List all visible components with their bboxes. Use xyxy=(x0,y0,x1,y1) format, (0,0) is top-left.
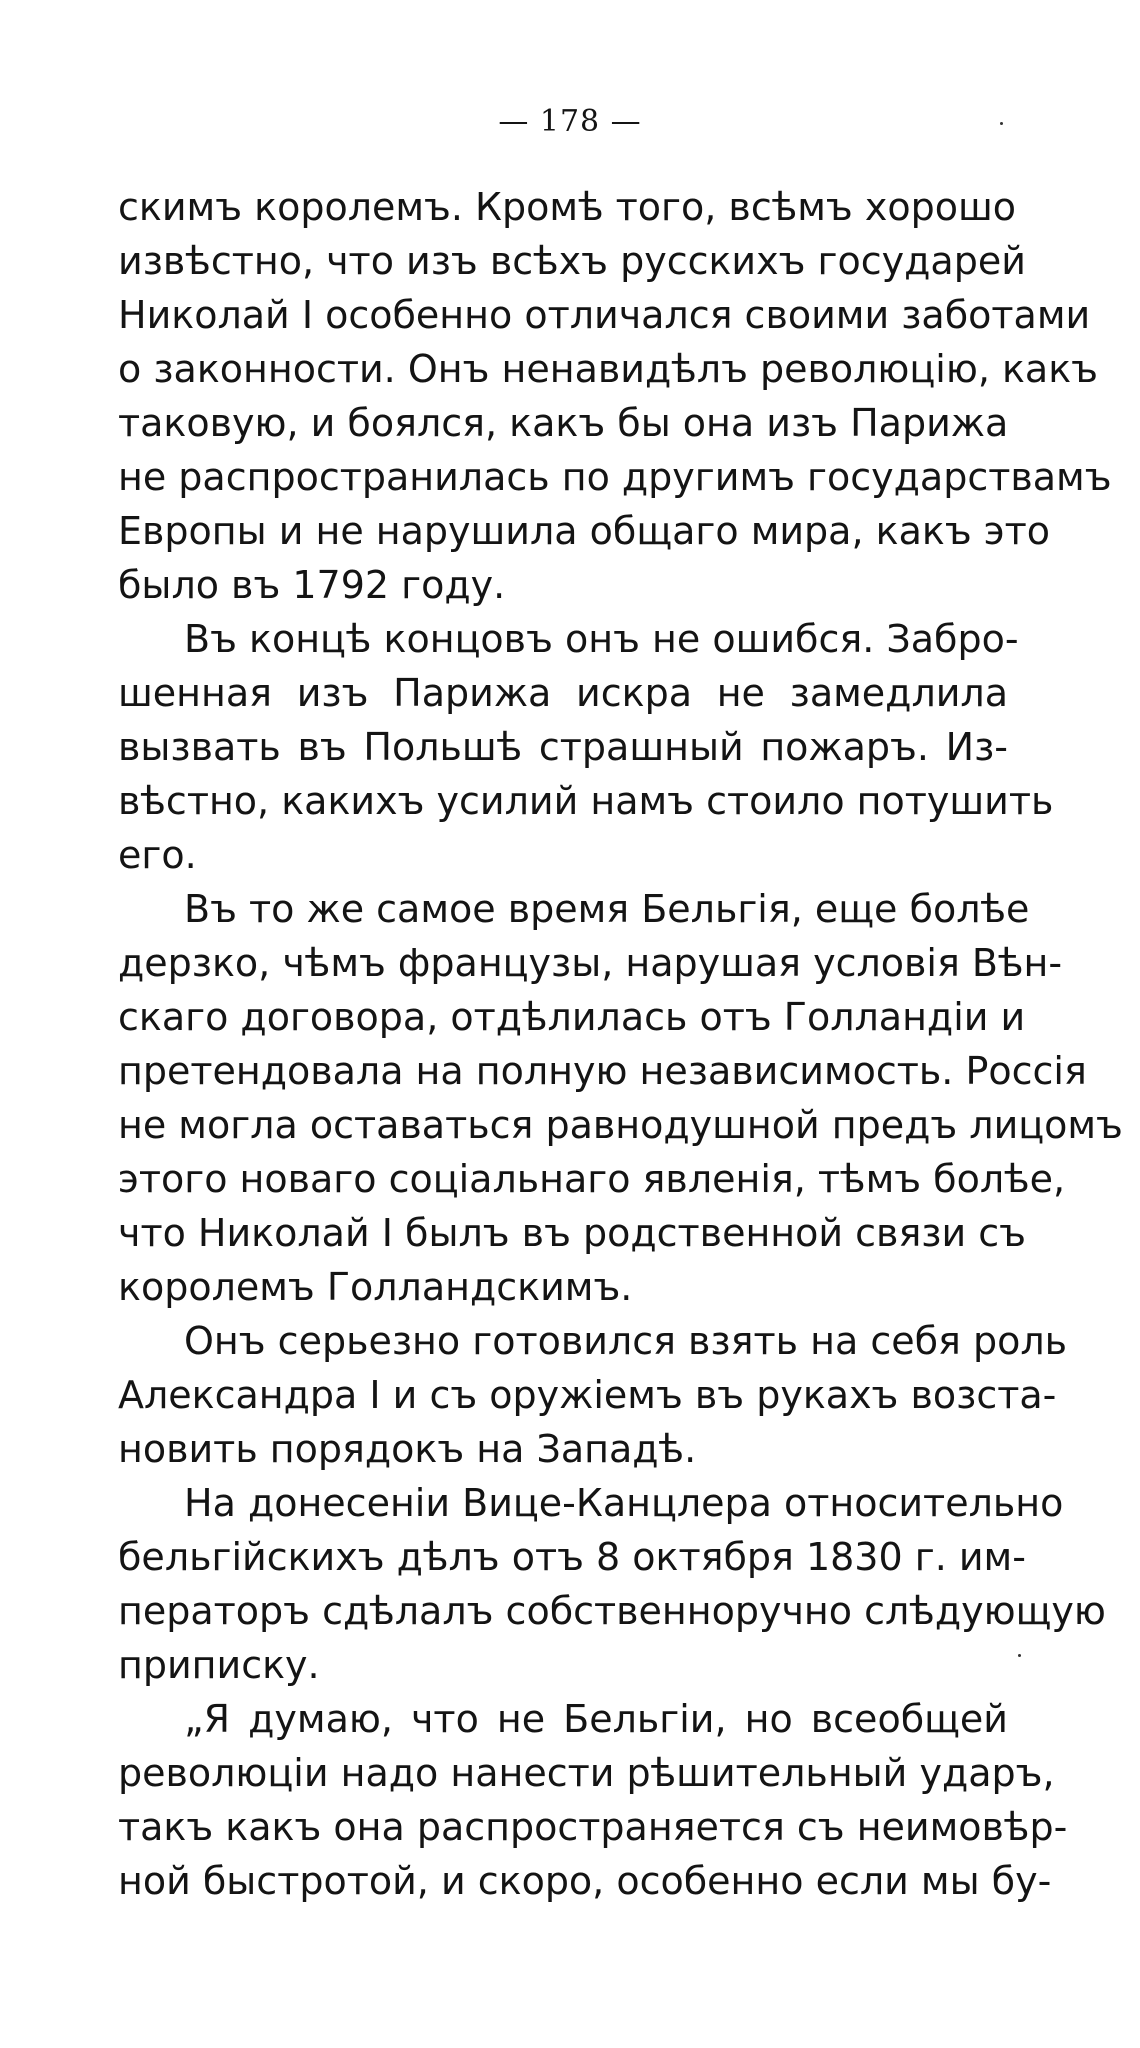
text-line: дерзко, чѣмъ французы, нарушая условія Вѣн- xyxy=(118,941,1063,985)
text-line: не могла оставаться равнодушной предъ лицомъ xyxy=(118,1103,1123,1147)
text-line: приписку. xyxy=(118,1643,320,1687)
text-line: его. xyxy=(118,833,197,877)
text-line: шенная изъ Парижа искра не замедлила xyxy=(118,671,1008,715)
text-line: не распространилась по другимъ государствамъ xyxy=(118,455,1112,499)
text-line: новить порядокъ на Западѣ. xyxy=(118,1427,697,1471)
text-line: о законности. Онъ ненавидѣлъ революцію, какъ xyxy=(118,347,1099,391)
text-line: вѣстно, какихъ усилий намъ стоило потушить xyxy=(118,779,1054,823)
text-line: такъ какъ она распространяется съ неимовѣр- xyxy=(118,1805,1068,1849)
text-line: революціи надо нанести рѣшительный ударъ, xyxy=(118,1751,1055,1795)
text-line: бельгійскихъ дѣлъ отъ 8 октября 1830 г. им- xyxy=(118,1535,1026,1579)
text-line: что Николай I былъ въ родственной связи съ xyxy=(118,1211,1027,1255)
text-line: скаго договора, отдѣлилась отъ Голландіи и xyxy=(118,995,1026,1039)
text-line: На донесеніи Вице-Канцлера относительно xyxy=(184,1481,1064,1525)
text-line: королемъ Голландскимъ. xyxy=(118,1265,633,1309)
body-text xyxy=(118,180,1123,1908)
text-line: „Я думаю, что не Бельгіи, но всеобщей xyxy=(184,1697,1008,1741)
text-line: вызвать въ Польшѣ страшный пожаръ. Из- xyxy=(118,725,1008,769)
text-line: скимъ королемъ. Кромѣ того, всѣмъ хорошо xyxy=(118,185,1016,229)
print-speck xyxy=(1000,122,1003,125)
text-line: Въ концѣ концовъ онъ не ошибся. Забро- xyxy=(184,617,1019,661)
text-line: Николай I особенно отличался своими заботами xyxy=(118,293,1091,337)
text-line: Въ то же самое время Бельгія, еще болѣе xyxy=(184,887,1030,931)
text-line: Александра I и съ оружіемъ въ рукахъ возста- xyxy=(118,1373,1057,1417)
text-line: претендовала на полную независимость. Россія xyxy=(118,1049,1087,1093)
text-line: было въ 1792 году. xyxy=(118,563,506,607)
text-line: Онъ серьезно готовился взять на себя роль xyxy=(184,1319,1068,1363)
text-line: ператоръ сдѣлалъ собственноручно слѣдующую xyxy=(118,1589,1106,1633)
text-line: Европы и не нарушила общаго мира, какъ это xyxy=(118,509,1050,553)
text-line: извѣстно, что изъ всѣхъ русскихъ государей xyxy=(118,239,1026,283)
text-line: таковую, и боялся, какъ бы она изъ Парижа xyxy=(118,401,1009,445)
print-speck xyxy=(1018,1654,1021,1657)
text-line: ной быстротой, и скоро, особенно если мы бу- xyxy=(118,1859,1052,1903)
page-number: — 178 — xyxy=(498,104,642,139)
text-line: этого новаго соціальнаго явленія, тѣмъ болѣе, xyxy=(118,1157,1066,1201)
